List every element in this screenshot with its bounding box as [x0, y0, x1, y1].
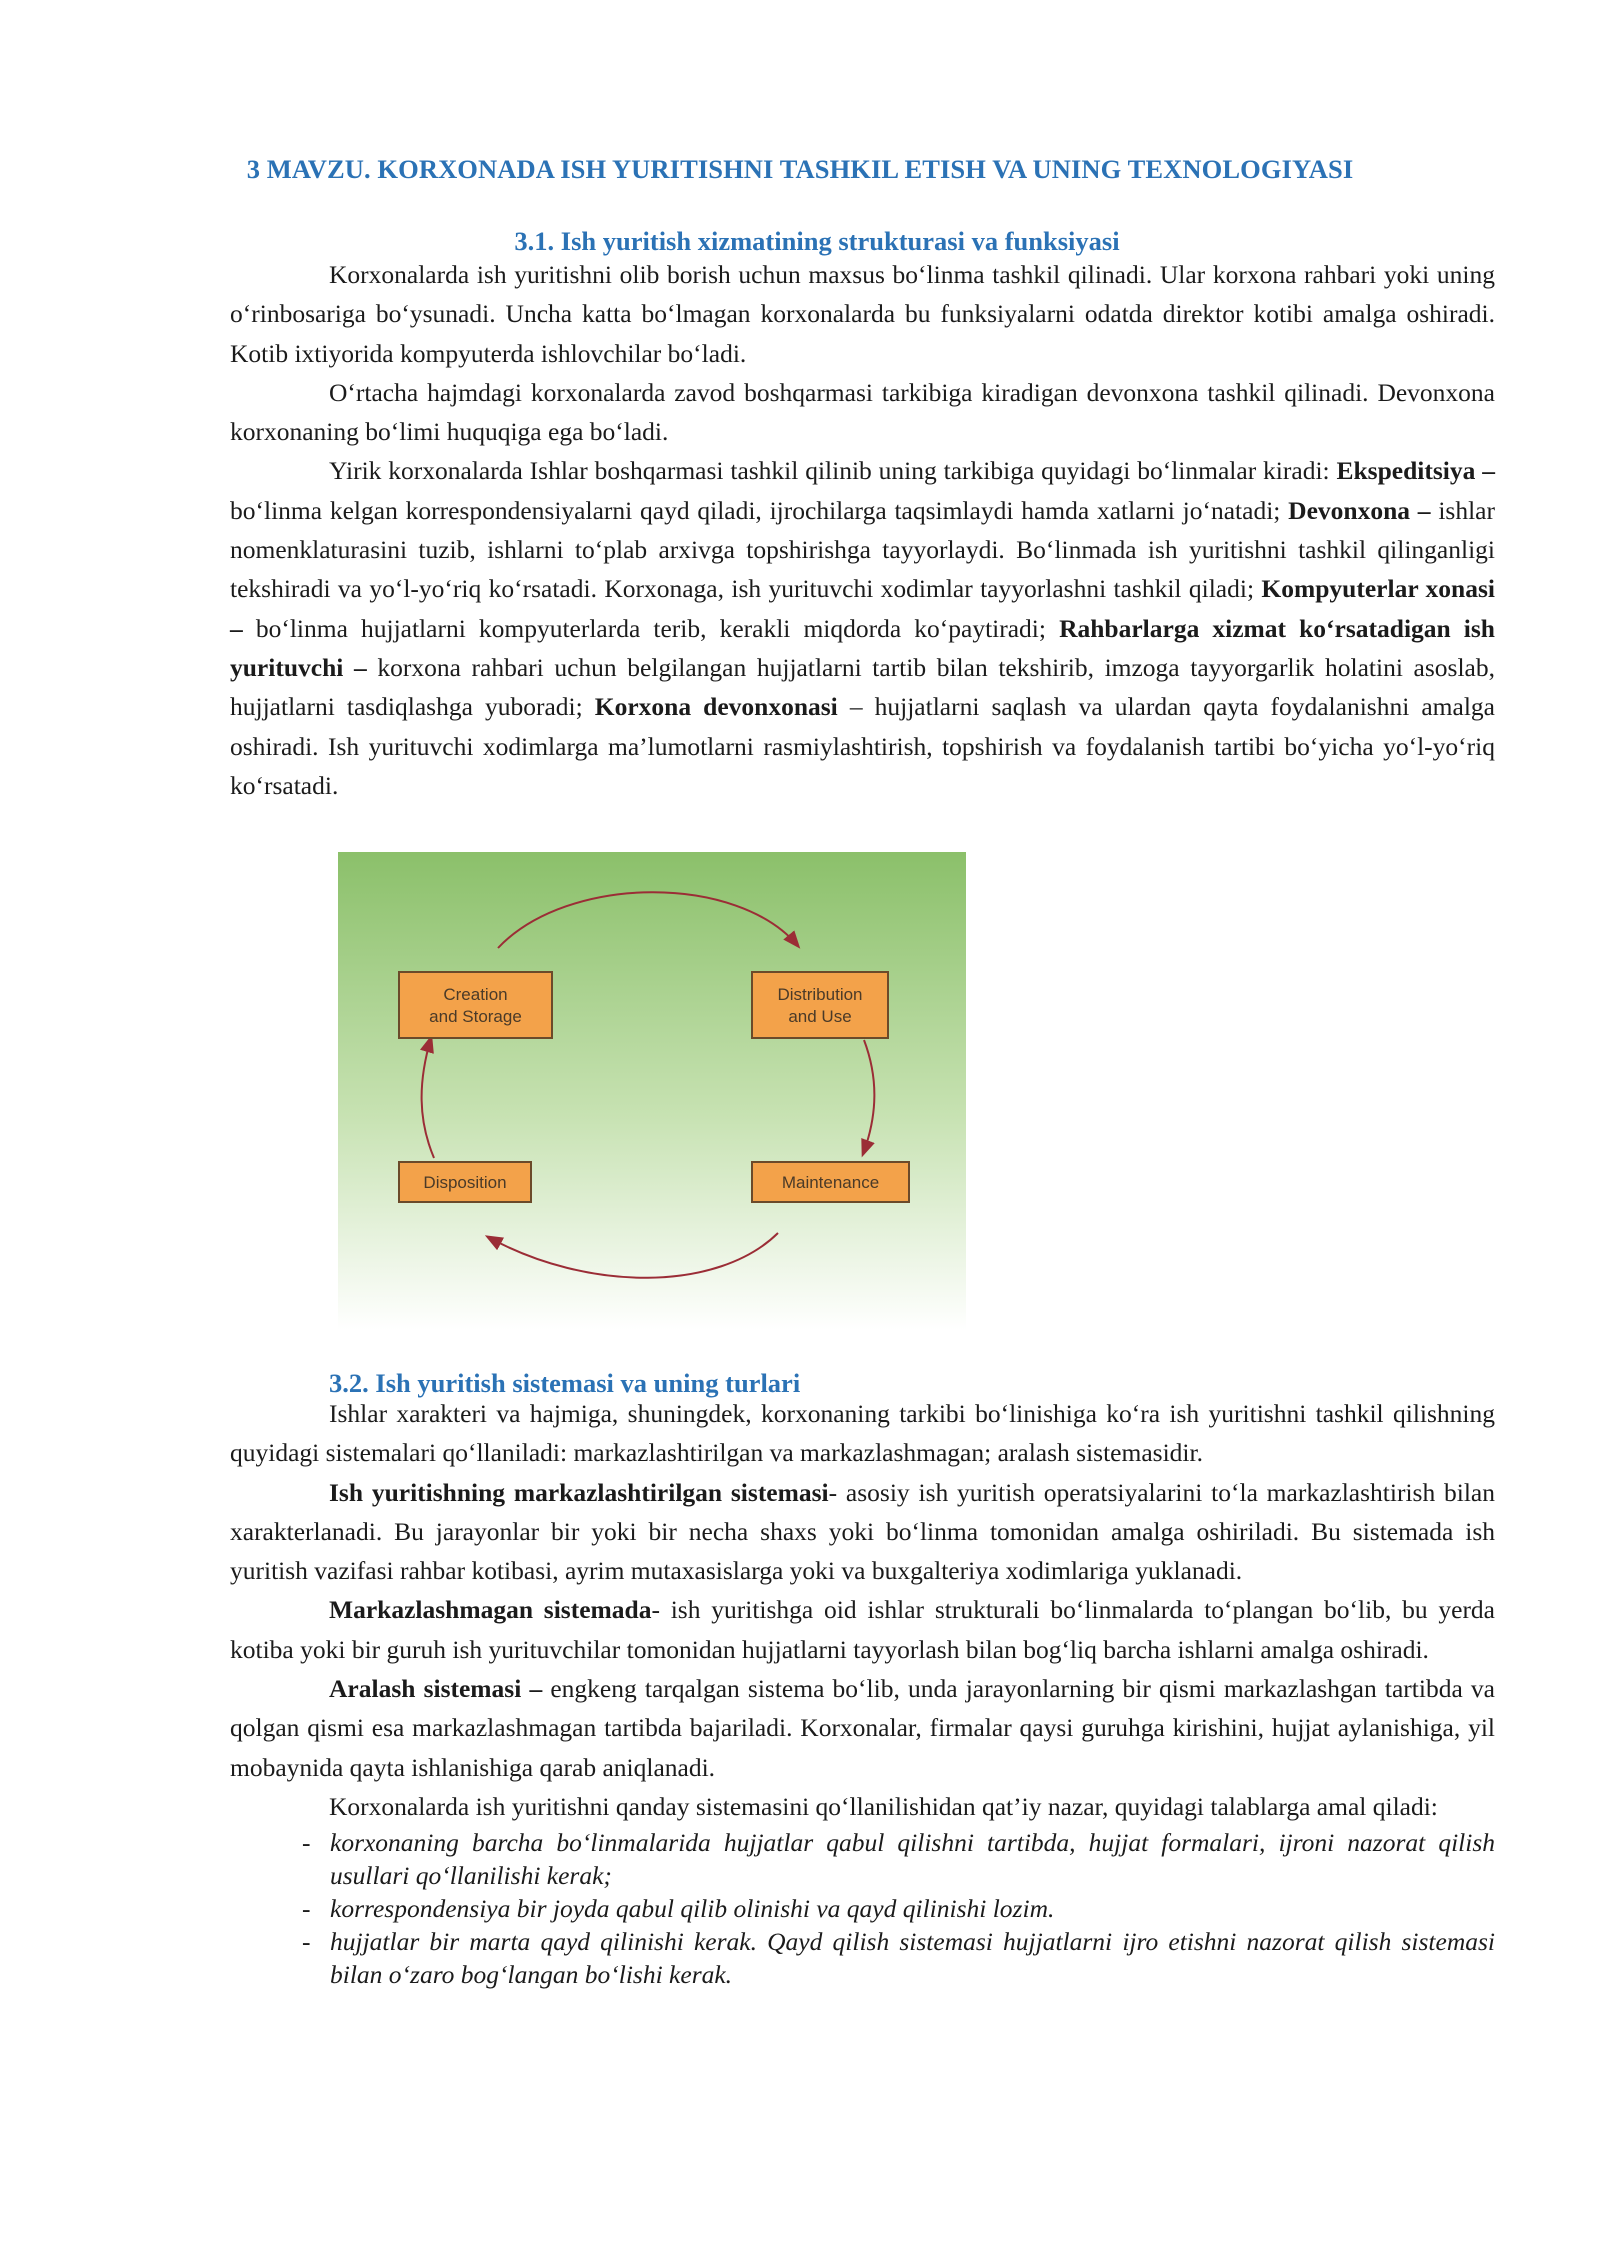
paragraph: Korxonalarda ish yuritishni qanday sistemasini qo‘llanilishidan qat’iy nazar, quyidagi talablarga amal qiladi:: [329, 1791, 1438, 1821]
stage-creation-and-storage: [399, 972, 552, 1038]
term-ekspeditsiya: Ekspeditsiya –: [1336, 456, 1495, 486]
paragraph-text: ishlar nomenklaturasini tuzib, ishlarni to‘plab arxivga topshirishga tayyorlaydi. Bo‘linmada ish yuritishni tashkil qilinganligi tekshiradi va yo‘l-yo‘riq ko‘rsatadi. Korxonaga, ish yurituvchi xodimlar tayyorlashni tashkil qiladi;: [230, 495, 1495, 604]
lifecycle-diagram-svg: [338, 852, 966, 1330]
stage-label: Maintenance: [781, 1173, 880, 1192]
stage-label: and Use: [788, 1007, 852, 1026]
list-item-text: hujjatlar bir marta qayd qilinishi kerak. Qayd qilish sistemasi hujjatlarni ijro etishni nazorat qilish sistemasi bilan o‘zaro bog‘langan bo‘lishi kerak.: [330, 1927, 1495, 1990]
section-heading-3-2: 3.2. Ish yuritish sistemasi va uning turlari: [329, 1368, 801, 1398]
records-lifecycle-diagram: [338, 852, 966, 1330]
paragraph-text: engkeng tarqalgan sistema bo‘lib, unda jarayonlarning bir qismi markazlashgan tartibda va qolgan qismi esa markazlashmagan tartibda bajariladi. Korxonalar, firmalar qaysi guruhga kirishini, hujjat aylanishiga, yil mobaynida qayta ishlanishiga qarab aniqlanadi.: [230, 1674, 1495, 1782]
paragraph: [230, 1473, 1495, 1591]
stage-label: and Storage: [429, 1007, 522, 1026]
paragraph: [230, 1669, 1495, 1787]
term-aralash-sistema: Aralash sistemasi –: [329, 1674, 543, 1704]
stage-label: Distribution: [777, 985, 863, 1004]
diagram-background: [338, 852, 966, 1330]
list-item: [230, 1925, 1495, 1991]
paragraph-text: – hujjatlarni saqlash va ulardan qayta foydalanishni amalga oshiradi. Ish yurituvchi xodimlarga ma’lumotlarni rasmiylashtirish, topshirish va foydalanish tartibi bo‘yicha yo‘l-yo‘riq ko‘rsatadi.: [230, 692, 1495, 800]
stage-maintenance: [752, 1162, 909, 1202]
term-devonxona: Devonxona –: [1288, 495, 1431, 525]
paragraph: [230, 1590, 1495, 1669]
list-item-text: korxonaning barcha bo‘linmalarida hujjatlar qabul qilishni tartibda, hujjat formalari, ijroni nazorat qilish usullari qo‘llanilishi kerak;: [330, 1828, 1495, 1891]
bullet-dash: -: [302, 1927, 311, 1957]
paragraph: Korxonalarda ish yuritishni olib borish uchun maxsus bo‘linma tashkil qilinadi. Ular korxona rahbari yoki uning o‘rinbosariga bo‘ysunadi. Uncha katta bo‘lmagan korxonalarda bu funksiyalarni odatda direktor kotibi amalga oshiradi. Kotib ixtiyorida kompyuterda ishlovchilar bo‘ladi.: [230, 260, 1495, 368]
paragraph-text: bo‘linma hujjatlarni kompyuterlarda terib, kerakli miqdorda ko‘paytiradi;: [242, 613, 1060, 643]
term-rahbarlarga-xizmat: Rahbarlarga xizmat ko‘rsatadigan ish yurituvchi –: [230, 613, 1495, 682]
bullet-dash: -: [302, 1828, 311, 1858]
paragraph-text: Yirik korxonalarda Ishlar boshqarmasi tashkil qilinib uning tarkibiga quyidagi bo‘linmalar kiradi:: [329, 456, 1337, 486]
list-item: [230, 1892, 1495, 1925]
term-korxona-devonxonasi: Korxona devonxonasi: [594, 692, 838, 722]
document-title: 3 MAVZU. KORXONADA ISH YURITISHNI TASHKIL ETISH VA UNING TEXNOLOGIYASI: [246, 154, 1354, 184]
term-markazlashtirilgan-sistema: Ish yuritishning markazlashtirilgan sistemasi: [329, 1477, 829, 1507]
section-heading-3-1: 3.1. Ish yuritish xizmatining strukturasi va funksiyasi: [514, 226, 1120, 256]
stage-label: Creation: [443, 985, 508, 1004]
paragraph-text: - asosiy ish yuritish operatsiyalarini to‘la markazlashtirish bilan xarakterlanadi. Bu jarayonlar bir yoki bir necha shaxs yoki bo‘linma tomonidan amalga oshiriladi. Bu sistemada ish yuritish vazifasi rahbar kotibasi, ayrim mutaxasislarga yoki va buxgalteriya xodimlariga yuklanadi.: [230, 1477, 1495, 1586]
bullet-dash: -: [302, 1894, 311, 1924]
term-kompyuterlar-xonasi: Kompyuterlar xonasi –: [230, 574, 1495, 643]
stage-disposition: [399, 1162, 531, 1202]
section-3-1-body: [230, 255, 1495, 805]
paragraph: Ishlar xarakteri va hajmiga, shuningdek, korxonaning tarkibi bo‘linishiga ko‘ra ish yuritishni tashkil qilishning quyidagi sistemalari qo‘llaniladi: markazlashtirilgan va markazlashmagan; aralash sistemasidir.: [230, 1399, 1495, 1468]
requirements-list: [230, 1826, 1495, 1991]
paragraph: O‘rtacha hajmdagi korxonalarda zavod boshqarmasi tarkibiga kiradigan devonxona tashkil qilinadi. Devonxona korxonaning bo‘limi huquqiga ega bo‘ladi.: [230, 377, 1495, 447]
stage-label: Disposition: [423, 1173, 507, 1192]
section-3-2-body: [230, 1394, 1495, 1991]
paragraph-text: korxona rahbari uchun belgilangan hujjatlarni tartib bilan tekshirib, imzoga tayyorgarlik holatini asoslab, hujjatlarni tasdiqlashga yuboradi;: [230, 652, 1496, 722]
list-item-text: korrespondensiya bir joyda qabul qilib olinishi va qayd qilinishi lozim.: [330, 1894, 1055, 1924]
paragraph-text: - ish yuritishga oid ishlar strukturali bo‘linmalarda to‘plangan bo‘lib, bu yerda kotiba yoki bir guruh ish yurituvchilar tomonidan hujjatlarni tayyorlash bilan bog‘liq barcha ishlarni amalga oshiradi.: [230, 1595, 1496, 1664]
paragraph-text: bo‘linma kelgan korrespondensiyalarni qayd qiladi, ijrochilarga taqsimlaydi hamda xatlarni jo‘natadi;: [230, 495, 1289, 525]
stage-distribution-and-use: [752, 972, 888, 1038]
list-item: [230, 1826, 1495, 1892]
paragraph: [230, 451, 1495, 805]
term-markazlashmagan-sistema: Markazlashmagan sistemada: [329, 1595, 652, 1625]
